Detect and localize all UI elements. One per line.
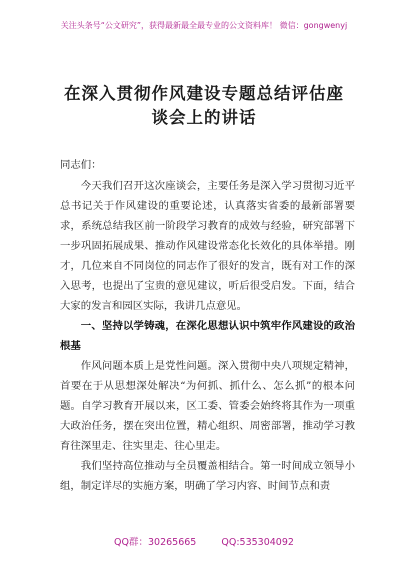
greeting: 同志们： [60, 159, 102, 171]
footer-qq-group: QQ群：30265665 [114, 537, 197, 548]
document-title [40, 82, 368, 130]
section-heading-1: 一、坚持以学铸魂，在深化思想认识中筑牢作风建设的政治根基 [60, 320, 355, 352]
footer-contact [0, 534, 408, 548]
paragraph-3: 我们坚持高位推动与全员覆盖相结合。第一时间成立领导小组，制定详尽的实施方案，明确了学习内容、时间节点和责 [60, 460, 355, 492]
paragraph-intro: 今天我们召开这次座谈会，主要任务是深入学习贯彻习近平总书记关于作风建设的重要论述，认真落实省委的最新部署要求，系统总结我区前一阶段学习教育的成效与经验，研究部署下一步巩固拓展成果、推动作风建设常态化长效化的具体举措。刚才，几位来自不同岗位的同志作了很好的发言，既有对工作的深入思考，也提出了宝贵的意见建议，听后很受启发。下面，结合大家的发言和园区实际，我讲几点意见。 [60, 180, 355, 312]
header-banner: 关注头条号“公文研究”，获得最新最全最专业的公文资料库！ 微信：gongwenyj [60, 21, 348, 30]
footer-qq: QQ:535304092 [221, 537, 294, 548]
document-body [60, 155, 355, 496]
paragraph-2: 作风问题本质上是党性问题。深入贯彻中央八项规定精神，首要在于从思想深处解决“为何抓、抓什么、怎么抓”的根本问题。自学习教育开展以来，区工委、管委会始终将其作为一项重大政治任务，摆在突出位置，精心组织、周密部署，推动学习教育往深里走、往实里走、往心里走。 [60, 360, 355, 452]
title-line-2: 谈会上的讲话 [151, 108, 257, 127]
title-line-1: 在深入贯彻作风建设专题总结评估座 [64, 84, 344, 103]
